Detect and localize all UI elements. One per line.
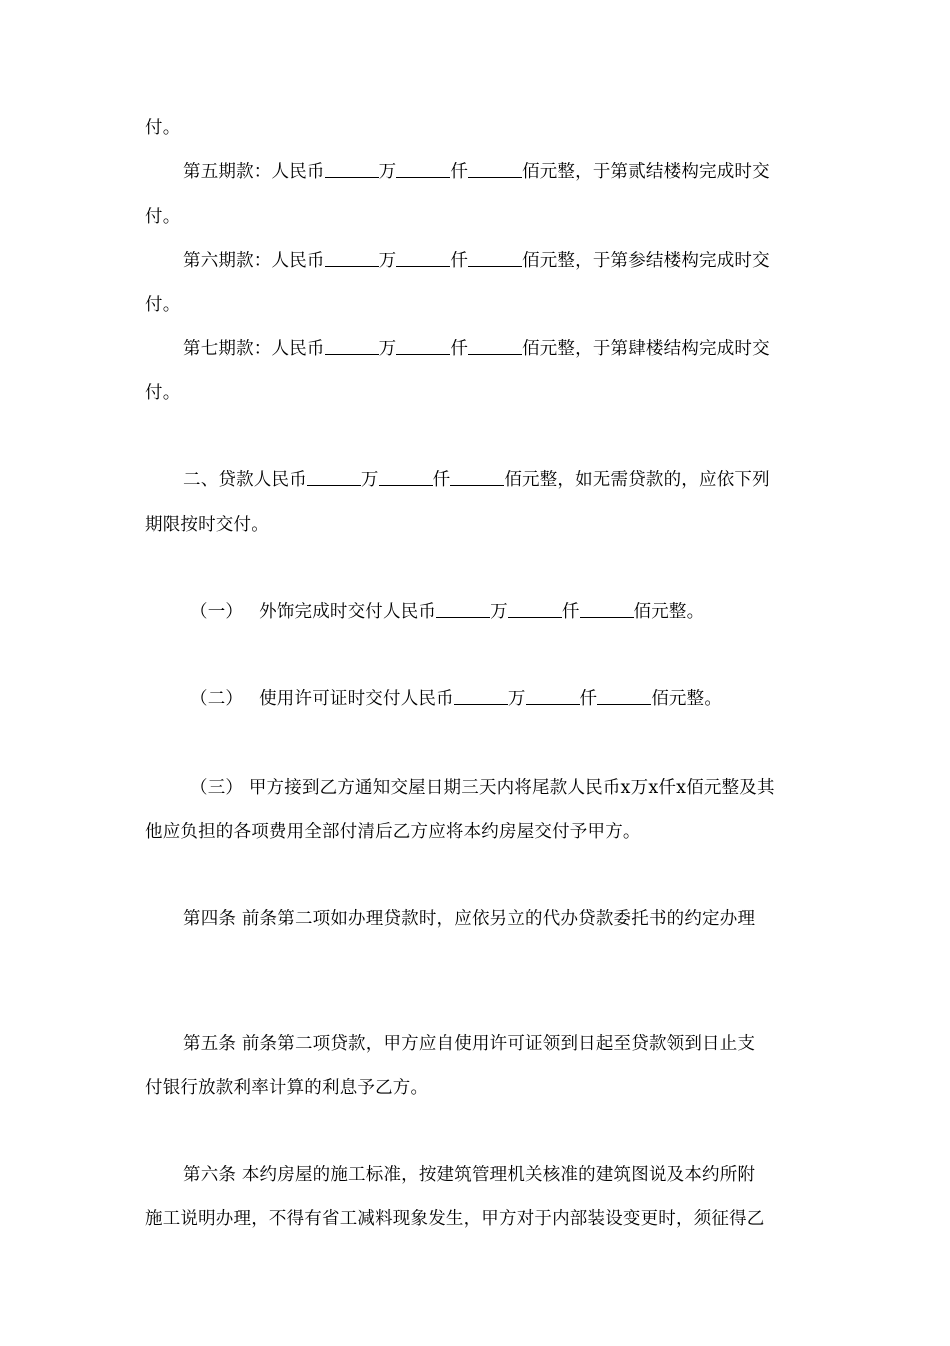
unit-qian: 仟 (450, 251, 469, 271)
item-1-suffix: 佰元整。 (633, 602, 705, 622)
blank-field (597, 688, 651, 705)
installment-6-suffix: 佰元整，于第参结楼构完成时交 (522, 251, 770, 271)
item-3-line-2: 他应负担的各项费用全部付清后乙方应将本约房屋交付予甲方。 (145, 822, 641, 842)
item-2-number: （二） (190, 689, 244, 709)
unit-qian: 仟 (432, 470, 451, 490)
installment-7-prefix: 第七期款：人民币 (183, 339, 325, 359)
blank-field (454, 688, 508, 705)
blank-field (325, 161, 379, 178)
article-5-line-2: 付银行放款利率计算的利息予乙方。 (145, 1078, 429, 1098)
unit-qian: 仟 (579, 689, 598, 709)
unit-wan: 万 (507, 689, 526, 709)
installment-6-line (183, 249, 810, 273)
unit-qian: 仟 (561, 602, 580, 622)
blank-field (396, 338, 450, 355)
installment-6-prefix: 第六期款：人民币 (183, 251, 325, 271)
installment-6-wrap: 付。 (145, 295, 181, 315)
loan-prefix: 二、贷款人民币 (183, 470, 307, 490)
blank-field (468, 161, 522, 178)
installment-5-suffix: 佰元整，于第贰结楼构完成时交 (522, 162, 770, 182)
item-1-line (190, 600, 810, 624)
blank-field (436, 601, 490, 618)
unit-wan: 万 (490, 602, 508, 622)
loan-line (183, 468, 810, 492)
blank-field (307, 469, 361, 486)
unit-wan: 万 (378, 251, 397, 271)
blank-field (379, 469, 433, 486)
blank-field (468, 338, 522, 355)
item-3-line-1: （三） 甲方接到乙方通知交屋日期三天内将尾款人民币x万x仟x佰元整及其 (190, 778, 775, 798)
blank-field (396, 161, 450, 178)
loan-suffix: 佰元整，如无需贷款的，应依下列 (504, 470, 770, 490)
blank-field (508, 601, 562, 618)
installment-7-wrap: 付。 (145, 383, 181, 403)
item-1-number: （一） (190, 602, 244, 622)
item-2-prefix: 使用许可证时交付人民币 (259, 689, 454, 709)
blank-field (468, 250, 522, 267)
loan-wrap: 期限按时交付。 (145, 515, 269, 535)
blank-field (580, 601, 634, 618)
item-1-prefix: 外饰完成时交付人民币 (259, 602, 437, 622)
installment-5-wrap: 付。 (145, 207, 181, 227)
blank-field (325, 338, 379, 355)
unit-wan: 万 (378, 339, 397, 359)
installment-7-line (183, 337, 810, 361)
article-5-line-1: 第五条 前条第二项贷款，甲方应自使用许可证领到日起至贷款领到日止支 (183, 1034, 756, 1054)
article-4-text: 第四条 前条第二项如办理贷款时，应依另立的代办贷款委托书的约定办理 (183, 909, 756, 929)
item-2-line (190, 687, 810, 711)
blank-field (450, 469, 504, 486)
installment-5-line (183, 160, 810, 184)
blank-field (396, 250, 450, 267)
article-6-line-1: 第六条 本约房屋的施工标准，按建筑管理机关核准的建筑图说及本约所附 (183, 1165, 756, 1185)
continuation-text: 付。 (145, 118, 181, 138)
unit-qian: 仟 (450, 339, 469, 359)
unit-wan: 万 (378, 162, 397, 182)
article-6-line-2: 施工说明办理，不得有省工减料现象发生，甲方对于内部装设变更时，须征得乙 (145, 1209, 765, 1229)
item-2-suffix: 佰元整。 (651, 689, 723, 709)
blank-field (526, 688, 580, 705)
installment-5-prefix: 第五期款：人民币 (183, 162, 325, 182)
installment-7-suffix: 佰元整，于第肆楼结构完成时交 (522, 339, 770, 359)
unit-qian: 仟 (450, 162, 469, 182)
blank-field (325, 250, 379, 267)
unit-wan: 万 (360, 470, 379, 490)
